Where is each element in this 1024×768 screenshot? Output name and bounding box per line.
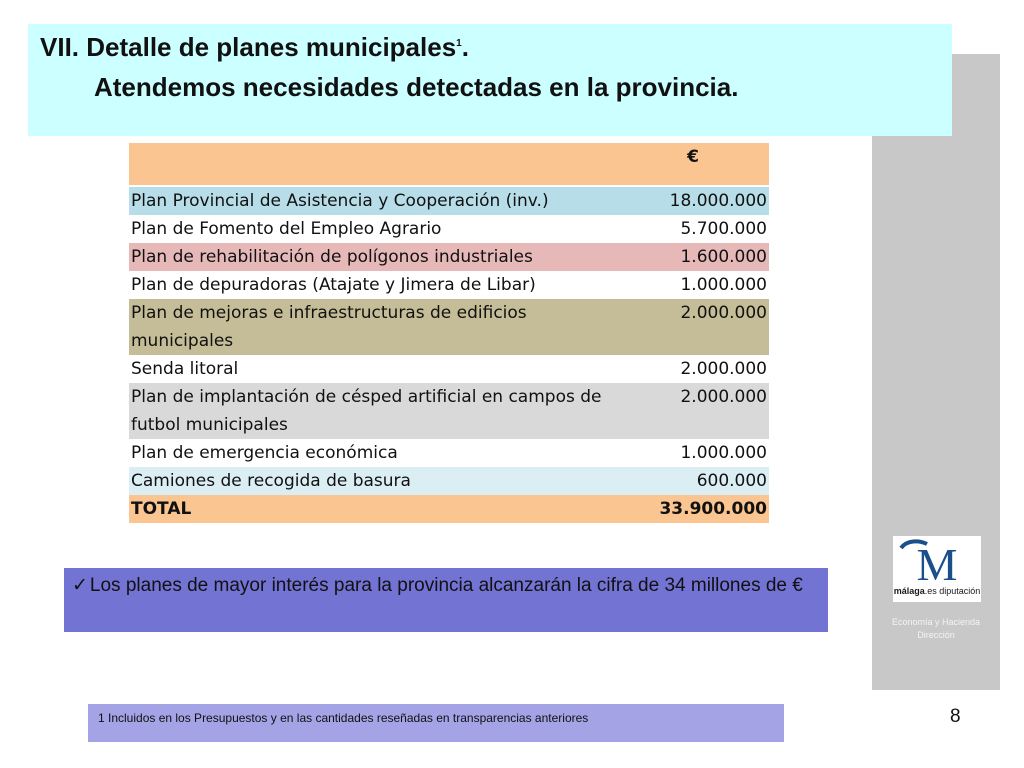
plan-label-cell: Plan de depuradoras (Atajate y Jimera de Libar): [131, 275, 536, 295]
plan-label-cell: TOTAL: [131, 499, 192, 519]
highlight-callout: [64, 568, 828, 632]
plan-label-cell: Plan de Fomento del Empleo Agrario: [131, 219, 442, 239]
plan-amount-cell: 18.000.000: [669, 191, 767, 211]
footnote: 1 Incluidos en los Presupuestos y en las cantidades reseñadas en transparencias anteriores: [88, 704, 784, 742]
checkmark-icon: ✓: [72, 575, 88, 596]
page-title: [40, 32, 469, 63]
page-subtitle: Atendemos necesidades detectadas en la provincia.: [94, 72, 739, 102]
title-box: [28, 24, 952, 136]
plan-amount-cell: 1.600.000: [680, 247, 767, 267]
table-row: [129, 299, 769, 355]
page-number: 8: [950, 706, 961, 727]
svg-text:M: M: [916, 539, 958, 586]
plan-label-cell: Plan de mejoras e infraestructuras de edificios municipales: [131, 303, 527, 351]
table-header-row: [129, 143, 769, 186]
plan-amount-cell: 5.700.000: [680, 219, 767, 239]
table-row: [129, 467, 769, 495]
plan-amount-cell: 2.000.000: [680, 359, 767, 379]
plan-amount-cell: 33.900.000: [659, 499, 767, 519]
plan-label-cell: Plan de emergencia económica: [131, 443, 398, 463]
table-row: [129, 439, 769, 467]
title-period: .: [461, 32, 469, 62]
plan-label-cell: Camiones de recogida de basura: [131, 471, 411, 491]
plan-label-cell: Plan de implantación de césped artificial en campos de futbol municipales: [131, 387, 602, 435]
plan-label-cell: Plan Provincial de Asistencia y Cooperación (inv.): [131, 191, 549, 211]
title-text: VII. Detalle de planes municipales: [40, 32, 457, 62]
table-row: [129, 186, 769, 215]
department-line1: Economía y Hacienda: [891, 617, 981, 627]
plan-amount-cell: 2.000.000: [680, 387, 767, 407]
callout-text: Los planes de mayor interés para la provincia alcanzarán la cifra de 34 millones de €: [89, 575, 803, 596]
table-row: [129, 215, 769, 243]
logo-m-icon: [897, 538, 977, 586]
header-label-cell: [129, 143, 617, 186]
table-row: [129, 271, 769, 299]
plan-amount-cell: 600.000: [696, 471, 767, 491]
plan-amount-cell: 1.000.000: [680, 275, 767, 295]
header-currency-cell: €: [617, 143, 769, 186]
plan-amount-cell: 1.000.000: [680, 443, 767, 463]
department-line2: Dirección: [917, 630, 955, 640]
total-row: [129, 495, 769, 523]
plan-amount-cell: 2.000.000: [680, 303, 767, 323]
table-row: [129, 243, 769, 271]
logo-text: málaga.es diputación: [893, 586, 981, 596]
title-footnote-marker: 1: [456, 38, 462, 49]
table-row: [129, 355, 769, 383]
plan-label-cell: Senda litoral: [131, 359, 239, 379]
department-label: [872, 616, 1000, 642]
malaga-diputacion-logo: [893, 536, 981, 602]
table-row: [129, 383, 769, 439]
plans-table: [129, 143, 769, 523]
plan-label-cell: Plan de rehabilitación de polígonos industriales: [131, 247, 533, 267]
